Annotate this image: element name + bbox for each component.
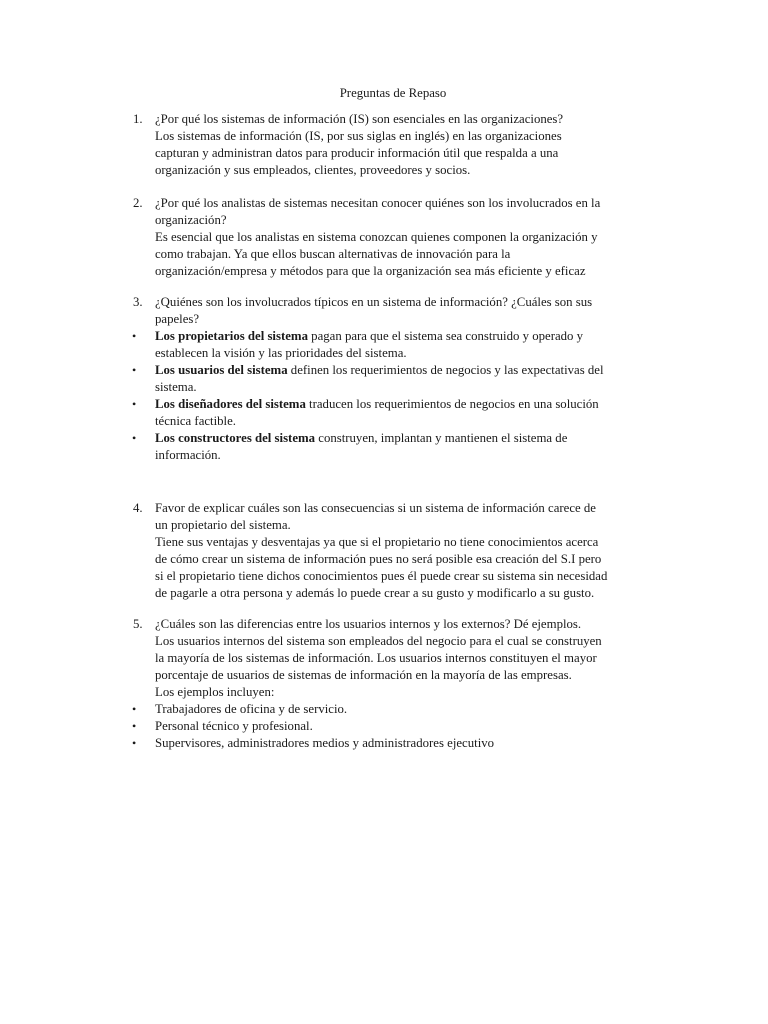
answer-line: de cómo crear un sistema de información pues no será posible esa creación del S.I pero: [155, 552, 602, 566]
answer-line: Tiene sus ventajas y desventajas ya que si el propietario no tiene conocimientos acerca: [155, 535, 599, 549]
answer-line: Los ejemplos incluyen:: [155, 685, 275, 699]
role-name: Los propietarios del sistema: [155, 329, 308, 343]
answer-line: como trabajan. Ya que ellos buscan alternativas de innovación para la: [155, 247, 511, 261]
question-number: 2.: [133, 196, 143, 210]
bullet-icon: •: [132, 329, 137, 343]
role-description: traducen los requerimientos de negocios en una solución: [305, 397, 599, 411]
question-5: [132, 616, 660, 752]
question-text: organización?: [155, 213, 227, 227]
question-number: 3.: [133, 295, 143, 309]
question-text: ¿Cuáles son las diferencias entre los usuarios internos y los externos? Dé ejemplos.: [155, 617, 582, 631]
role-description: establecen la visión y las prioridades del sistema.: [155, 346, 407, 360]
question-4: [133, 500, 660, 602]
answer-line: Es esencial que los analistas en sistema conozcan quienes componen la organización y: [155, 230, 598, 244]
question-number: 1.: [133, 112, 143, 126]
role-name: Los constructores del sistema: [155, 431, 316, 445]
bullet-icon: •: [132, 363, 137, 377]
role-name: Los diseñadores del sistema: [155, 397, 306, 411]
question-1: [133, 111, 660, 179]
example-text: Personal técnico y profesional.: [155, 719, 313, 733]
answer-line: Los sistemas de información (IS, por sus siglas en inglés) en las organizaciones: [155, 129, 562, 143]
role-description: definen los requerimientos de negocios y las expectativas del: [287, 363, 604, 377]
page-title: Preguntas de Repaso: [339, 86, 447, 100]
answer-line: de pagarle a otra persona y además lo puede crear a su gusto y modificarlo a su gusto.: [155, 586, 595, 600]
example-text: Supervisores, administradores medios y administradores ejecutivo: [155, 736, 495, 750]
list-item: [132, 362, 660, 396]
role-description: técnica factible.: [155, 414, 236, 428]
role-description: información.: [155, 448, 221, 462]
role-description: sistema.: [155, 380, 197, 394]
role-name: Los usuarios del sistema: [155, 363, 288, 377]
bullet-icon: •: [132, 431, 137, 445]
question-3: [132, 294, 660, 464]
list-item: [132, 328, 660, 362]
role-description: pagan para que el sistema sea construido y operado y: [307, 329, 584, 343]
answer-line: organización/empresa y métodos para que la organización sea más eficiente y eficaz: [155, 264, 586, 278]
question-number: 4.: [133, 501, 143, 515]
bullet-icon: •: [132, 702, 137, 716]
answer-line: Los usuarios internos del sistema son empleados del negocio para el cual se construyen: [155, 634, 602, 648]
bullet-icon: •: [132, 736, 137, 750]
list-item: [132, 718, 660, 735]
list-item: [132, 701, 660, 718]
answer-line: la mayoría de los sistemas de información. Los usuarios internos constituyen el mayor: [155, 651, 597, 665]
question-text: ¿Por qué los sistemas de información (IS) son esenciales en las organizaciones?: [155, 112, 564, 126]
question-2: [133, 195, 660, 280]
answer-line: si el propietario tiene dichos conocimientos pues él puede crear su sistema sin necesidad: [155, 569, 608, 583]
question-text: ¿Quiénes son los involucrados típicos en un sistema de información? ¿Cuáles son sus: [155, 295, 593, 309]
list-item: [132, 735, 660, 752]
answer-line: porcentaje de usuarios de sistemas de información en la mayoría de las empresas.: [155, 668, 572, 682]
example-text: Trabajadores de oficina y de servicio.: [155, 702, 348, 716]
answer-line: organización y sus empleados, clientes, proveedores y socios.: [155, 163, 471, 177]
question-text: un propietario del sistema.: [155, 518, 291, 532]
answer-line: capturan y administran datos para producir información útil que respalda a una: [155, 146, 559, 160]
role-description: construyen, implantan y mantienen el sistema de: [315, 431, 568, 445]
list-item: [132, 396, 660, 430]
bullet-icon: •: [132, 397, 137, 411]
list-item: [132, 430, 660, 464]
bullet-icon: •: [132, 719, 137, 733]
question-text: papeles?: [155, 312, 200, 326]
question-text: Favor de explicar cuáles son las consecuencias si un sistema de información carece de: [155, 501, 596, 515]
question-number: 5.: [133, 617, 143, 631]
question-text: ¿Por qué los analistas de sistemas necesitan conocer quiénes son los involucrados en la: [155, 196, 601, 210]
